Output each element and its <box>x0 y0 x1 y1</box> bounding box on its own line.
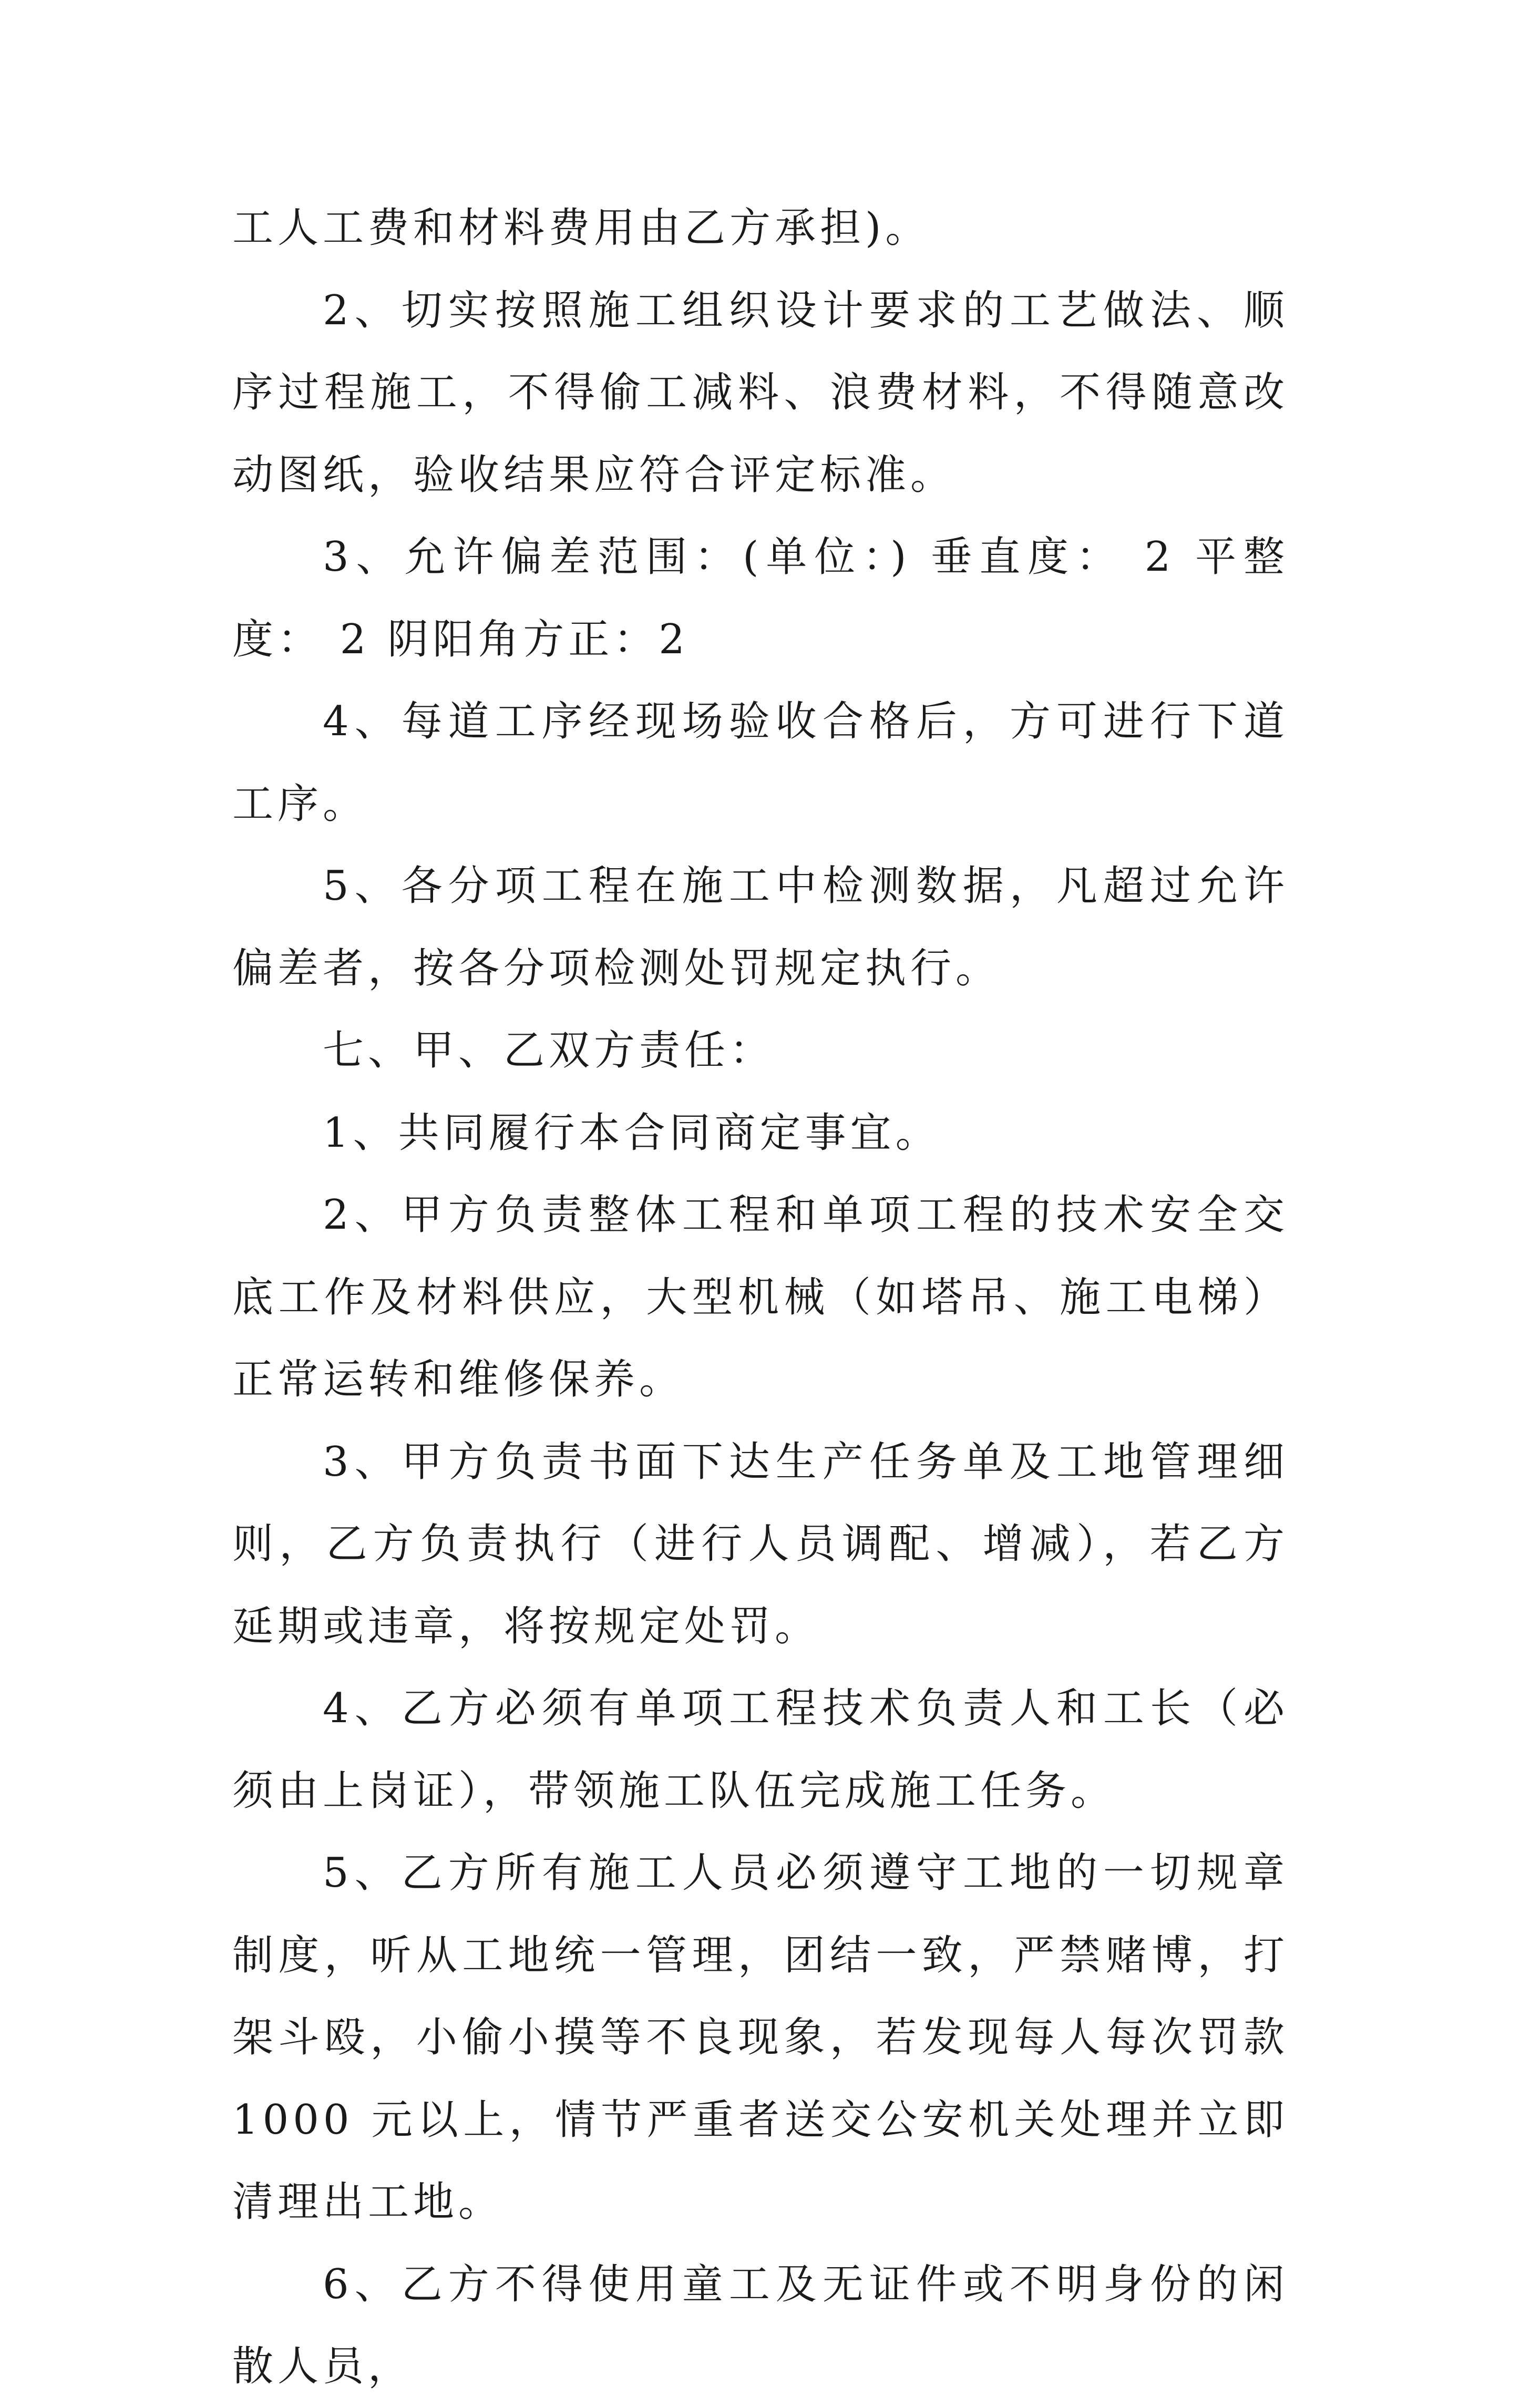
paragraph-party-a-tasks: 3、甲方负责书面下达生产任务单及工地管理细则，乙方负责执行（进行人员调配、增减），若乙方延期或违章，将按规定处罚。 <box>232 1438 1289 1650</box>
paragraph-party-b-leader: 4、乙方必须有单项工程技术负责人和工长（必须由上岗证），带领施工队伍完成施工任务。 <box>232 1685 1289 1815</box>
paragraph-joint-performance: 1、共同履行本合同商定事宜。 <box>323 1109 941 1157</box>
paragraph-tolerance-range: 3、允许偏差范围：(单位：) 垂直度： 2 平整度： 2 阴阳角方正：2 <box>232 533 1289 663</box>
document-body <box>232 187 1289 2408</box>
paragraph-party-b-labor: 6、乙方不得使用童工及无证件或不明身份的闲散人员， <box>232 2260 1289 2390</box>
section-heading-responsibilities: 七、甲、乙双方责任： <box>323 1027 775 1074</box>
paragraph-party-a-technical: 2、甲方负责整体工程和单项工程的技术安全交底工作及材料供应，大型机械（如塔吊、施工电梯）正常运转和维修保养。 <box>232 1191 1289 1403</box>
paragraph-process-acceptance: 4、每道工序经现场验收合格后，方可进行下道工序。 <box>232 698 1289 828</box>
paragraph-construction-process: 2、切实按照施工组织设计要求的工艺做法、顺序过程施工，不得偷工减料、浪费材料，不得随意改动图纸，验收结果应符合评定标准。 <box>232 286 1289 499</box>
paragraph-continuation: 工人工费和材料费用由乙方承担)。 <box>232 204 931 252</box>
paragraph-party-b-rules: 5、乙方所有施工人员必须遵守工地的一切规章制度，听从工地统一管理，团结一致，严禁赌博，打架斗殴，小偷小摸等不良现象，若发现每人每次罚款 1000 元以上，情节严重者送交公安机关处理并立即清理出工地。 <box>232 1849 1289 2226</box>
paragraph-inspection-data: 5、各分项工程在施工中检测数据，凡超过允许偏差者，按各分项检测处罚规定执行。 <box>232 862 1289 992</box>
